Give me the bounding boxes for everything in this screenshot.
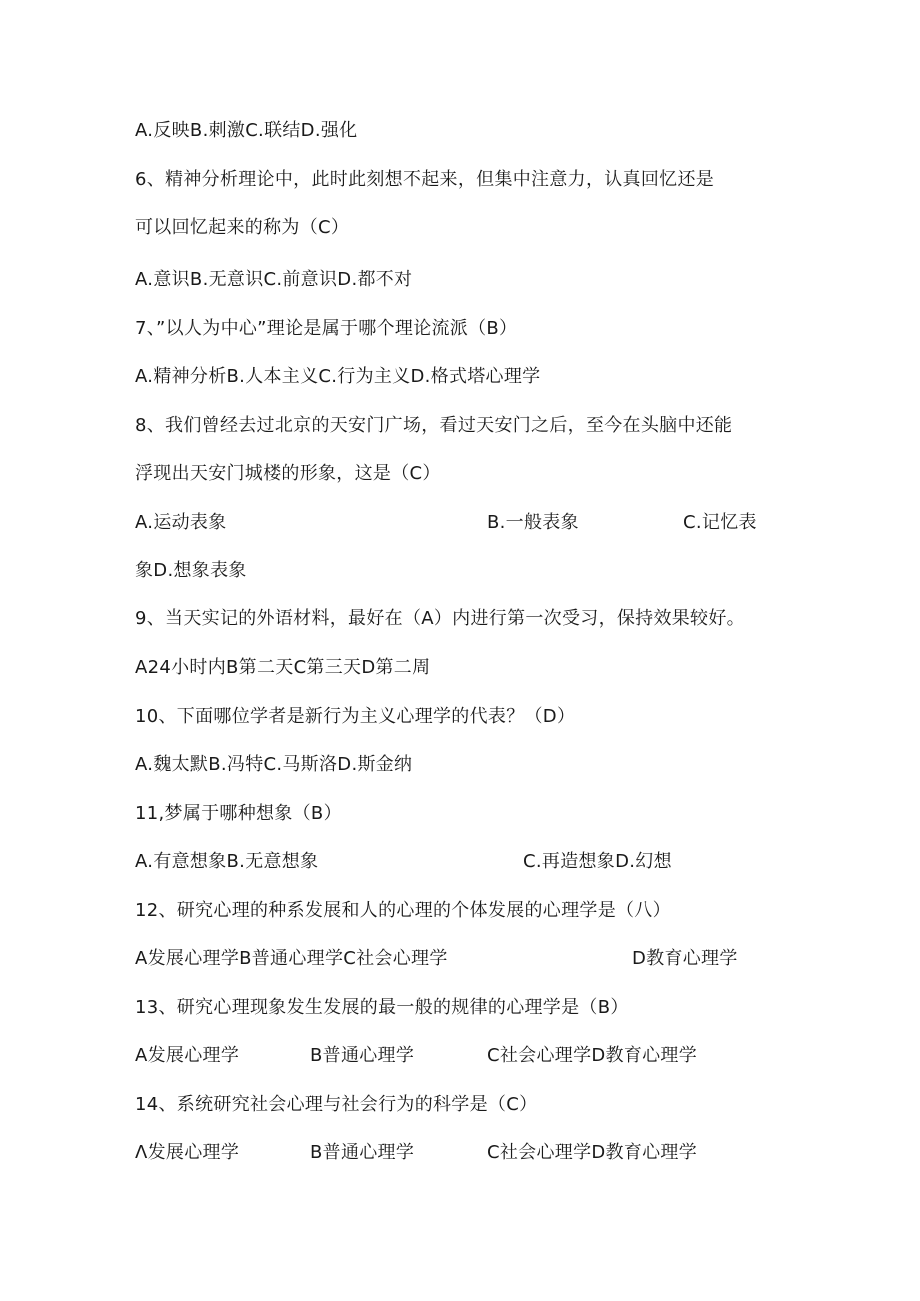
q11-options-ab: A.有意想象B.无意想象 <box>135 851 319 872</box>
q14-option-b: B普通心理学 <box>310 1142 415 1163</box>
q8-question-line1: 8、我们曾经去过北京的天安门广场，看过天安门之后，至今在头脑中还能 <box>135 415 733 436</box>
q13-question: 13、研究心理现象发生发展的最一般的规律的心理学是（B） <box>135 997 629 1018</box>
q12-option-d: D教育心理学 <box>632 948 738 969</box>
q10-question: 10、下面哪位学者是新行为主义心理学的代表？（D） <box>135 706 576 727</box>
q13-option-b: B普通心理学 <box>310 1045 415 1066</box>
q12-options-abc: A发展心理学B普通心理学C社会心理学 <box>135 948 448 969</box>
q9-options: A24小时内B第二天C第三天D第二周 <box>135 657 431 678</box>
q9-question: 9、当天实记的外语材料，最好在（A）内进行第一次受习，保持效果较好。 <box>135 608 745 629</box>
q5-options: A.反映B.刺激C.联结D.强化 <box>135 120 358 141</box>
q11-question: 11,梦属于哪种想象（B） <box>135 803 342 824</box>
q8-options-continued: 象D.想象表象 <box>135 560 247 581</box>
q6-question-line2: 可以回忆起来的称为（C） <box>135 217 350 238</box>
q11-options-cd: C.再造想象D.幻想 <box>523 851 672 872</box>
q12-question: 12、研究心理的种系发展和人的心理的个体发展的心理学是（八） <box>135 900 671 921</box>
q8-option-a: A.运动表象 <box>135 512 227 533</box>
q14-option-a: Λ发展心理学 <box>135 1142 240 1163</box>
q13-options-cd: C社会心理学D教育心理学 <box>487 1045 698 1066</box>
q14-options-cd: C社会心理学D教育心理学 <box>487 1142 698 1163</box>
q6-question-line1: 6、精神分析理论中，此时此刻想不起来，但集中注意力，认真回忆还是 <box>135 169 715 190</box>
q7-question: 7、”以人为中心”理论是属于哪个理论流派（B） <box>135 318 518 339</box>
q8-option-c: C.记忆表 <box>683 512 757 533</box>
q13-option-a: A发展心理学 <box>135 1045 240 1066</box>
q6-options: A.意识B.无意识C.前意识D.都不对 <box>135 269 413 290</box>
q10-options: A.魏太默B.冯特C.马斯洛D.斯金纳 <box>135 754 413 775</box>
q8-option-b: B.一般表象 <box>487 512 579 533</box>
q14-question: 14、系统研究社会心理与社会行为的科学是（C） <box>135 1094 538 1115</box>
q7-options: A.精神分析B.人本主义C.行为主义D.格式塔心理学 <box>135 366 541 387</box>
q8-question-line2: 浮现出天安门城楼的形象，这是（C） <box>135 463 441 484</box>
